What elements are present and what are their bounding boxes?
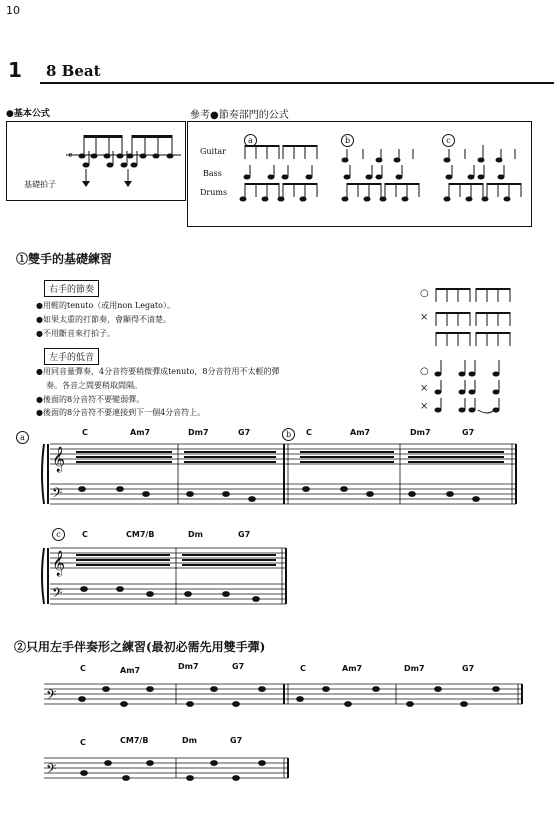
s2-row1-chord-8: G7 [462,664,475,673]
mark-ok-1: ○ [420,288,429,299]
s2-row2-chord-1: C [80,738,86,747]
svg-text:𝄢: 𝄢 [46,687,57,706]
score-b-chord-1: C [306,428,312,437]
score-a-chord-3: Dm7 [188,428,209,437]
s2-row1-chord-1: C [80,664,86,673]
left-hand-bullet-4: ●後面的8分音符不要連接到下一個4分音符上。 [36,408,206,417]
right-hand-bullet-2: ●如果太重的打節奏，會顯得不清楚。 [36,315,171,324]
score-c-marker: c [52,522,65,541]
mark-ng-2: × [420,383,429,394]
ref-row-drums: Drums [200,188,228,197]
ref-row-guitar: Guitar [200,147,226,156]
s2-row1-chord-3: Dm7 [178,662,199,671]
score-c-chord-1: C [82,530,88,539]
svg-text:𝄢: 𝄢 [46,761,57,780]
section1-title: ①雙手的基礎練習 [16,252,113,266]
s2-row2-chord-2: CM7/B [120,736,149,745]
score-a-chord-2: Am7 [130,428,151,437]
svg-text:𝄢: 𝄢 [52,485,63,504]
section2-title: ②只用左手伴奏形之練習(最初必需先用雙手彈) [14,640,266,654]
score-a-chord-4: G7 [238,428,251,437]
score-b-chord-4: G7 [462,428,475,437]
s2-row1-chord-7: Dm7 [404,664,425,673]
score-c-chord-2: CM7/B [126,530,155,539]
score-c-chord-4: G7 [238,530,251,539]
s2-row1-chord-5: C [300,664,306,673]
score-b-marker: b [282,422,295,441]
s2-row1-chord-2: Am7 [120,666,141,675]
page-number: 10 [6,4,20,17]
chapter-title: 8 Beat [46,62,101,80]
score-a-chord-1: C [82,428,88,437]
left-hand-bullet-2: 奏。各音之間要稍取間隔。 [46,381,142,390]
left-hand-bullet-3: ●後面的8分音符不要變弱彈。 [36,395,145,404]
svg-text:𝄢: 𝄢 [52,585,63,604]
right-hand-bullet-1: ●用輕的tenuto（或用non Legato）。 [36,301,175,310]
mark-ng-1: × [420,312,429,323]
left-hand-bullet-1: ●用同音量彈奏，4分音符要稍微彈成tenuto，8分音符用不太輕的彈 [36,367,280,376]
basic-formula-label: ●基本公式 [6,109,50,119]
reference-label: 參考●節奏部門的公式 [190,110,289,121]
score-b-chord-3: Dm7 [410,428,431,437]
ref-col-a: a [244,128,257,147]
right-hand-heading: 右手的節奏 [44,280,99,297]
ref-col-c: c [442,128,455,147]
right-hand-bullet-3: ●不用斷音來打拍子。 [36,329,115,338]
mark-ng-3: × [420,401,429,412]
score-a-marker: a [16,425,29,444]
mark-ok-2: ○ [420,366,429,377]
svg-text:𝄞: 𝄞 [52,551,66,576]
ref-row-bass: Bass [203,169,222,178]
s2-row1-chord-4: G7 [232,662,245,671]
score-c-chord-3: Dm [188,530,203,539]
s2-row2-chord-3: Dm [182,736,197,745]
svg-text:𝄞: 𝄞 [52,447,66,472]
score-b-chord-2: Am7 [350,428,371,437]
left-hand-heading: 左手的低音 [44,348,99,365]
svg-text:𝄴: 𝄴 [68,151,73,162]
s2-row1-chord-6: Am7 [342,664,363,673]
s2-row2-chord-4: G7 [230,736,243,745]
basic-beat-label: 基礎拍子 [24,180,56,189]
chapter-number: 1 [8,58,22,82]
ref-col-b: b [341,128,354,147]
